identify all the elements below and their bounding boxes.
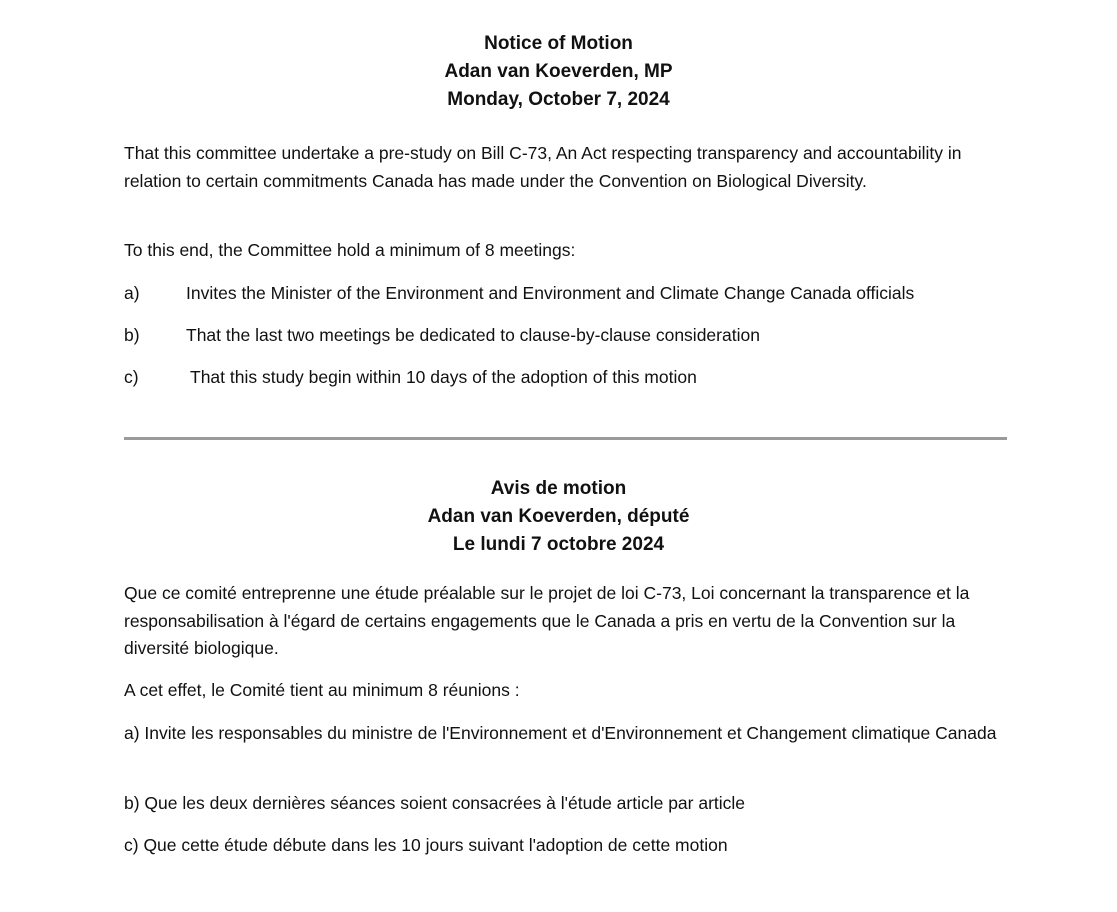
english-item-c-marker: c) bbox=[124, 367, 139, 387]
french-title: Avis de motion bbox=[490, 478, 627, 499]
french-member: Adan van Koeverden, député bbox=[427, 506, 690, 527]
french-item-b: b) Que les deux dernières séances soient consacrées à l'étude article par article bbox=[124, 793, 746, 813]
french-item-c: c) Que cette étude débute dans les 10 jours suivant l'adoption de cette motion bbox=[124, 835, 728, 855]
english-item-a-text: Invites the Minister of the Environment and Environment and Climate Change Canada officials bbox=[186, 283, 915, 303]
english-item-b-marker: b) bbox=[124, 325, 140, 345]
english-item-b-text: That the last two meetings be dedicated to clause-by-clause consideration bbox=[186, 325, 760, 345]
english-paragraph-1: That this committee undertake a pre-study on Bill C-73, An Act respecting transparency and accountability in relation to certain commitments Canada has made under the Convention on Biological Diversity. bbox=[124, 143, 962, 191]
english-title: Notice of Motion bbox=[484, 33, 633, 54]
english-item-a bbox=[124, 280, 1024, 308]
french-date: Le lundi 7 octobre 2024 bbox=[452, 534, 665, 555]
french-heading bbox=[0, 475, 1117, 559]
french-paragraph-2: A cet effet, le Comité tient au minimum 8 réunions : bbox=[124, 680, 520, 700]
english-item-b bbox=[124, 322, 1024, 350]
english-heading bbox=[0, 30, 1117, 114]
french-item-a: a) Invite les responsables du ministre de l'Environnement et d'Environnement et Changement climatique Canada bbox=[124, 723, 997, 743]
section-divider bbox=[124, 437, 1007, 440]
english-member: Adan van Koeverden, MP bbox=[444, 61, 673, 82]
english-item-a-marker: a) bbox=[124, 283, 140, 303]
english-paragraph-2: To this end, the Committee hold a minimum of 8 meetings: bbox=[124, 240, 576, 260]
english-date: Monday, October 7, 2024 bbox=[447, 89, 670, 110]
english-item-c-text: That this study begin within 10 days of the adoption of this motion bbox=[190, 367, 697, 387]
french-paragraph-1: Que ce comité entreprenne une étude préalable sur le projet de loi C-73, Loi concernant la transparence et la responsabilisation à l'égard de certains engagements que le Canada a pris en vertu de la Convention sur la diversité biologique. bbox=[124, 583, 970, 658]
english-item-c bbox=[124, 364, 1024, 392]
